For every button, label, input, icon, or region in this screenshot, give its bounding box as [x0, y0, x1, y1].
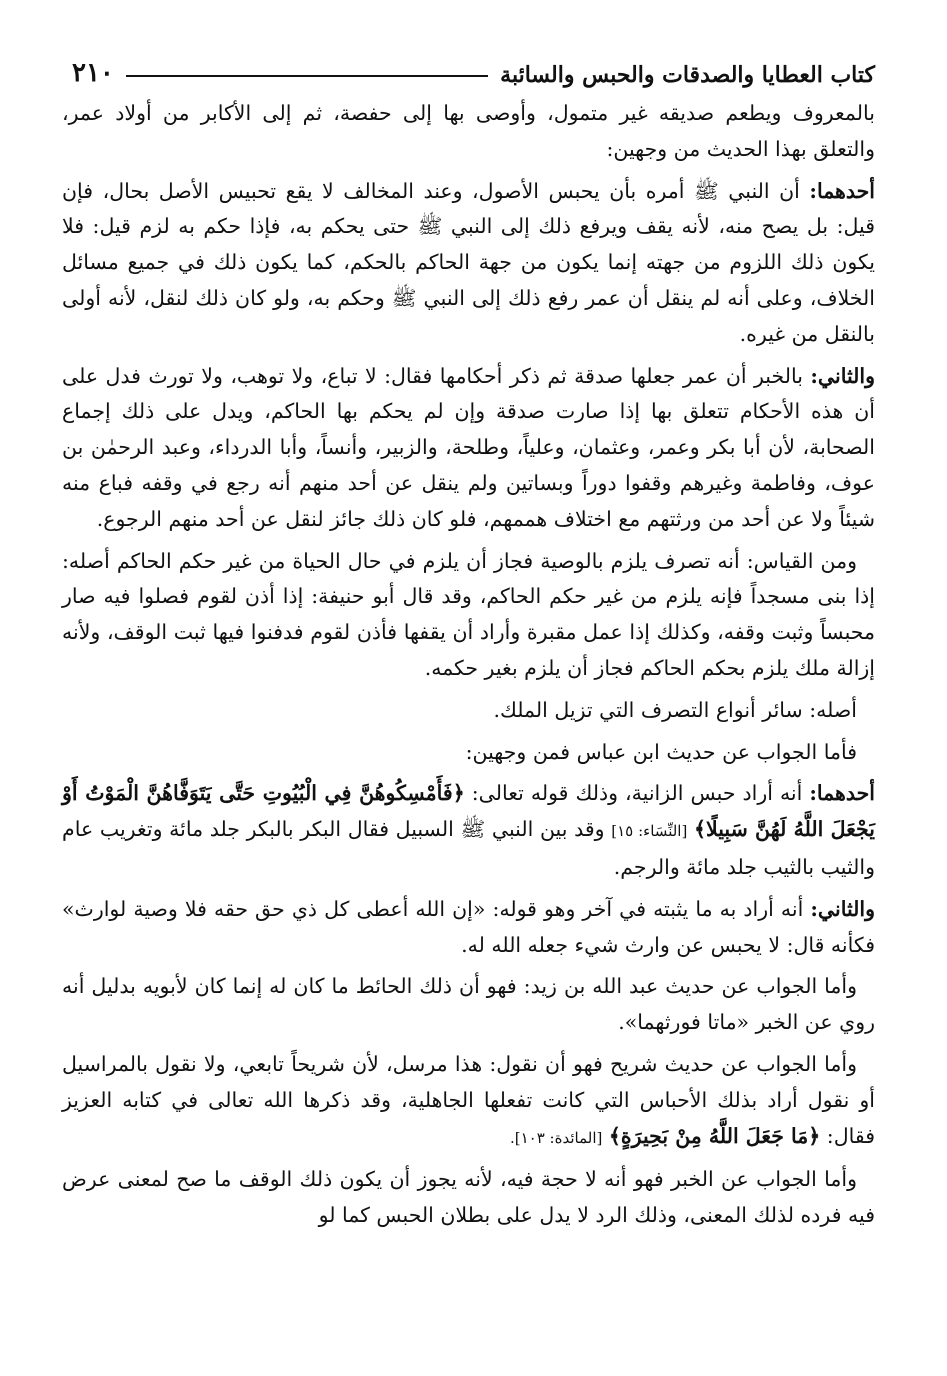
paragraph-text: وأما الجواب عن الخبر فهو أنه لا حجة فيه، لأنه يجوز أن يكون ذلك الوقف ما صح لمعنى عرض فيه فرده لذلك المعنى، وذلك الرد لا يدل على بطلان الحبس كما لو — [62, 1167, 875, 1228]
paragraph-text: فأما الجواب عن حديث ابن عباس فمن وجهين: — [465, 739, 857, 764]
paragraph-text: أنه أراد حبس الزانية، وذلك قوله تعالى: — [471, 781, 803, 806]
paragraph — [62, 892, 875, 964]
paragraph-text: أصله: سائر أنواع التصرف التي تزيل الملك. — [493, 697, 857, 722]
paragraph-lead: والثاني: — [810, 896, 875, 921]
verse-reference: [النِّسَاء: ١٥] — [611, 822, 688, 841]
paragraph-text: أن النبي ﷺ أمره بأن يحبس الأصول، وعند المخالف لا يقع تحبيس الأصل بحال، فإن قيل: بل يصح منه، لأنه يقف ويرفع ذلك إلى النبي ﷺ حتى يحكم به، فإذا حكم به لزم قيل: فلا يكون ذلك اللزوم من جهته إنما يكون من جهة الحاكم بالحكم، كما يكون ذلك في جميع مسائل الخلاف، وعلى أنه لم ينقل أن عمر رفع ذلك إلى النبي ﷺ وحكم به، ولو كان ذلك لنقل، لأنه أولى بالنقل من غيره. — [62, 178, 875, 346]
paragraph — [62, 1047, 875, 1156]
paragraph-text: بالمعروف ويطعم صديقه غير متمول، وأوصى بها إلى حفصة، ثم إلى الأكابر من أولاد عمر، والتعلق بهذا الحديث من وجهين: — [62, 101, 875, 161]
paragraph — [62, 359, 875, 538]
paragraph-text: وأما الجواب عن حديث عبد الله بن زيد: فهو أن ذلك الحائط ما كان له إنما كان لأبويه بدليل أنه روي عن الخبر «ماتا فورثهما». — [62, 974, 875, 1035]
document-page — [62, 44, 875, 1356]
paragraph — [62, 96, 875, 168]
paragraph-lead: أحدهما: — [809, 178, 875, 203]
paragraph-text: أنه أراد به ما يثبته في آخر وهو قوله: «إن الله أعطى كل ذي حق حقه فلا وصية لوارث» فكأنه قال: لا يحبس عن وارث شيء جعله الله له. — [62, 896, 875, 957]
quran-verse: ﴿فَأَمْسِكُوهُنَّ فِي الْبُيُوتِ حَتَّى يَتَوَفَّاهُنَّ الْمَوْتُ أَوْ يَجْعَلَ اللَّهُ لَهُنَّ سَبِيلًا﴾ — [62, 781, 875, 842]
paragraph — [62, 776, 875, 885]
paragraph-text: ومن القياس: أنه تصرف يلزم بالوصية فجاز أن يلزم في حال الحياة من غير حكم الحاكم أصله: إذا بنى مسجداً فإنه يلزم من غير حكم الحاكم، وقد قال أبو حنيفة: إذا أذن لقوم فصلوا فيه صار محبساً وثبت وقفه، وكذلك إذا عمل مقبرة وأراد أن يقفها فأذن لقوم فدفنوا فيها ثبت الوقف، ولأنه إزالة ملك يلزم بحكم الحاكم فجاز أن يلزم بغير حكمه. — [62, 548, 875, 680]
page-number: ٢١٠ — [72, 58, 114, 88]
verse-reference: [المائدة: ١٠٣]. — [509, 1128, 603, 1147]
paragraph-text: بالخبر أن عمر جعلها صدقة ثم ذكر أحكامها فقال: لا تباع، ولا توهب، ولا تورث فدل على أن هذه الأحكام تتعلق بها إذا صارت صدقة وإن لم يحكم بها الحاكم، ويدل على ذلك إجماع الصحابة، لأن أبا بكر وعمر، وعثمان، وعلياً، وطلحة، والزبير، وأنساً، وأبا الدرداء، وعبد الرحمٰن بن عوف، وفاطمة وغيرهم وقفوا دوراً وبساتين ولم ينقل عن أحد منهم أنه رجع في وقفه فباع منه شيئاً ولا عن أحد من ورثتهم مع اختلاف هممهم، فلو كان ذلك جائز لنقل عن أحد منهم الرجوع. — [62, 363, 875, 531]
paragraph-lead: والثاني: — [810, 363, 875, 388]
quran-verse: ﴿مَا جَعَلَ اللَّهُ مِنْ بَحِيرَةٍ﴾ — [608, 1123, 821, 1148]
body-text — [62, 96, 875, 1234]
header-rule — [126, 75, 488, 77]
paragraph — [62, 174, 875, 353]
paragraph — [62, 735, 875, 771]
paragraph — [62, 693, 875, 729]
page-header — [62, 44, 875, 86]
paragraph — [62, 1162, 875, 1234]
paragraph — [62, 969, 875, 1041]
paragraph-text: وأما الجواب عن حديث شريح فهو أن نقول: هذا مرسل، لأن شريحاً تابعي، ولا نقول بالمراسيل أو نقول أراد بذلك الأحباس التي كانت تفعلها الجاهلية، وقد ذكرها الله تعالى في كتابه العزيز فقال: — [62, 1051, 875, 1148]
paragraph — [62, 544, 875, 687]
running-title: كتاب العطايا والصدقات والحبس والسائبة — [500, 62, 875, 88]
paragraph-text: وقد بين النبي ﷺ السبيل فقال البكر بالبكر جلد مائة وتغريب عام والثيب بالثيب جلد مائة والرجم. — [62, 817, 875, 879]
paragraph-lead: أحدهما: — [809, 781, 875, 806]
